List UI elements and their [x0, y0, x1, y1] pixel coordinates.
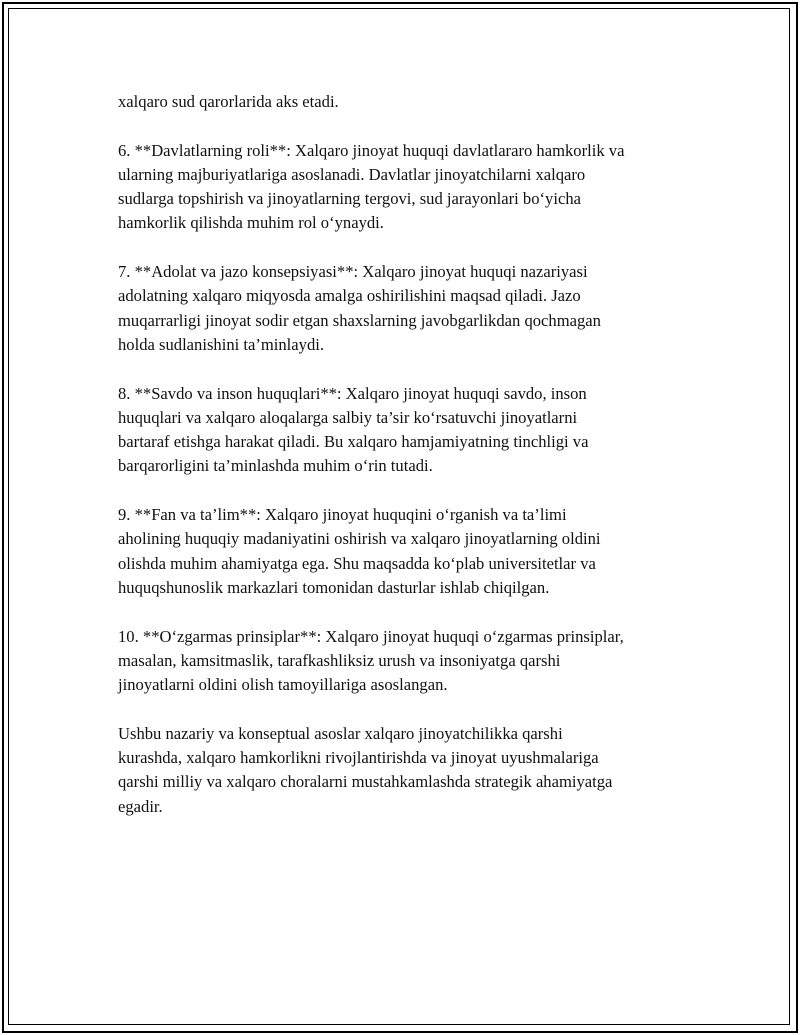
paragraph-item-7: 7. **Adolat va jazo konsepsiyasi**: Xalqaro jinoyat huquqi nazariyasi adolatning xalqaro miqyosda amalga oshirilishini maqsad qiladi. Jazo muqarrarligi jinoyat sodir etgan shaxslarning javobgarlikdan qochmagan holda sudlanishini ta’minlaydi. [118, 262, 601, 354]
paragraph-conclusion: Ushbu nazariy va konseptual asoslar xalqaro jinoyatchilikka qarshi kurashda, xalqaro hamkorlikni rivojlantirishda va jinoyat uyushmalariga qarshi milliy va xalqaro choralarni mustahkamlashda strategik ahamiyatga egadir. [118, 723, 613, 816]
paragraph-item-9: 9. **Fan va ta’lim**: Xalqaro jinoyat huquqini o‘rganish va ta’limi aholining huquqiy madaniyatini oshirish va xalqaro jinoyatlarning oldini olishda muhim ahamiyatga ega. Shu maqsadda ko‘plab universitetlar va huquqshunoslik markazlari tomonidan dasturlar ishlab chiqilgan. [118, 505, 601, 597]
paragraph-item-6: 6. **Davlatlarning roli**: Xalqaro jinoyat huquqi davlatlararo hamkorlik va ularning majburiyatlariga asoslanadi. Davlatlar jinoyatchilarni xalqaro sudlarga topshirish va jinoyatlarning tergovi, sud jarayonlari bo‘yicha hamkorlik qilishda muhim rol o‘ynaydi. [118, 140, 625, 233]
paragraph-continuation: xalqaro sud qarorlarida aks etadi. [118, 92, 339, 111]
paragraph-item-10: 10. **O‘zgarmas prinsiplar**: Xalqaro jinoyat huquqi o‘zgarmas prinsiplar, masalan, kamsitmaslik, tarafkashliksiz urush va insoniyatga qarshi jinoyatlarni oldini olish tamoyillariga asoslangan. [118, 626, 624, 695]
paragraph-item-8: 8. **Savdo va inson huquqlari**: Xalqaro jinoyat huquqi savdo, inson huquqlari va xalqaro aloqalarga salbiy ta’sir ko‘rsatuvchi jinoyatlarni bartaraf etishga harakat qiladi. Bu xalqaro hamjamiyatning tinchligi va barqarorligini ta’minlashda muhim o‘rin tutadi. [118, 383, 589, 476]
document-body [118, 90, 698, 843]
